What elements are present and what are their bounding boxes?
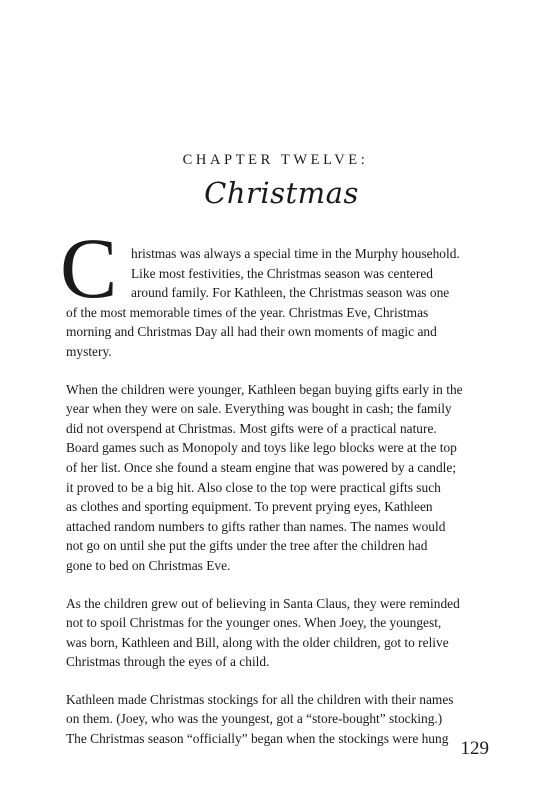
text-line: of the most memorable times of the year. Christmas Eve, Christmas [66,304,429,320]
text-line: As the children grew out of believing in Santa Claus, they were reminded [66,595,460,611]
text-line: was born, Kathleen and Bill, along with the older children, got to relive [66,634,449,650]
text-line: morning and Christmas Day all had their own moments of magic and [66,324,437,340]
drop-cap: C [60,220,118,316]
text-line: hristmas was always a special time in the Murphy household. [131,246,460,261]
text-line: around family. For Kathleen, the Christmas season was one [131,285,450,301]
text-line: on them. (Joey, who was the youngest, got a “store-bought” stocking.) [66,711,443,727]
chapter-title: Christmas [204,176,359,210]
paragraph-2 [66,380,494,576]
text-line: it proved to be a big hit. Also close to the top were practical gifts such [66,479,441,495]
text-line: Christmas through the eyes of a child. [66,654,270,670]
text-line: not go on until she put the gifts under the tree after the children had [66,538,428,554]
body-text [60,220,494,767]
text-line: not to spoil Christmas for the younger ones. When Joey, the youngest, [66,615,442,631]
text-line: did not overspend at Christmas. Most gifts were of a practical nature. [66,420,437,436]
text-line: The Christmas season “officially” began when the stockings were hung [66,731,449,747]
paragraph-3 [66,594,494,672]
text-line: mystery. [66,343,112,359]
text-line: as clothes and sporting equipment. To prevent prying eyes, Kathleen [66,499,433,515]
text-line: Kathleen made Christmas stockings for all the children with their names [66,691,454,707]
page-number: 129 [460,738,489,759]
text-line: year when they were on sale. Everything was bought in cash; the family [66,401,452,417]
paragraph-4 [66,690,494,749]
text-line: Like most festivities, the Christmas season was centered [131,265,433,281]
text-line: Board games such as Monopoly and toys like lego blocks were at the top [66,440,457,456]
text-line: of her list. Once she found a steam engine that was powered by a candle; [66,459,457,475]
text-line: attached random numbers to gifts rather than names. The names would [66,518,446,534]
text-line: When the children were younger, Kathleen began buying gifts early in the [66,381,463,397]
text-line: gone to bed on Christmas Eve. [66,557,231,573]
chapter-label: CHAPTER TWELVE: [182,152,369,168]
paragraph-1 [60,220,494,362]
